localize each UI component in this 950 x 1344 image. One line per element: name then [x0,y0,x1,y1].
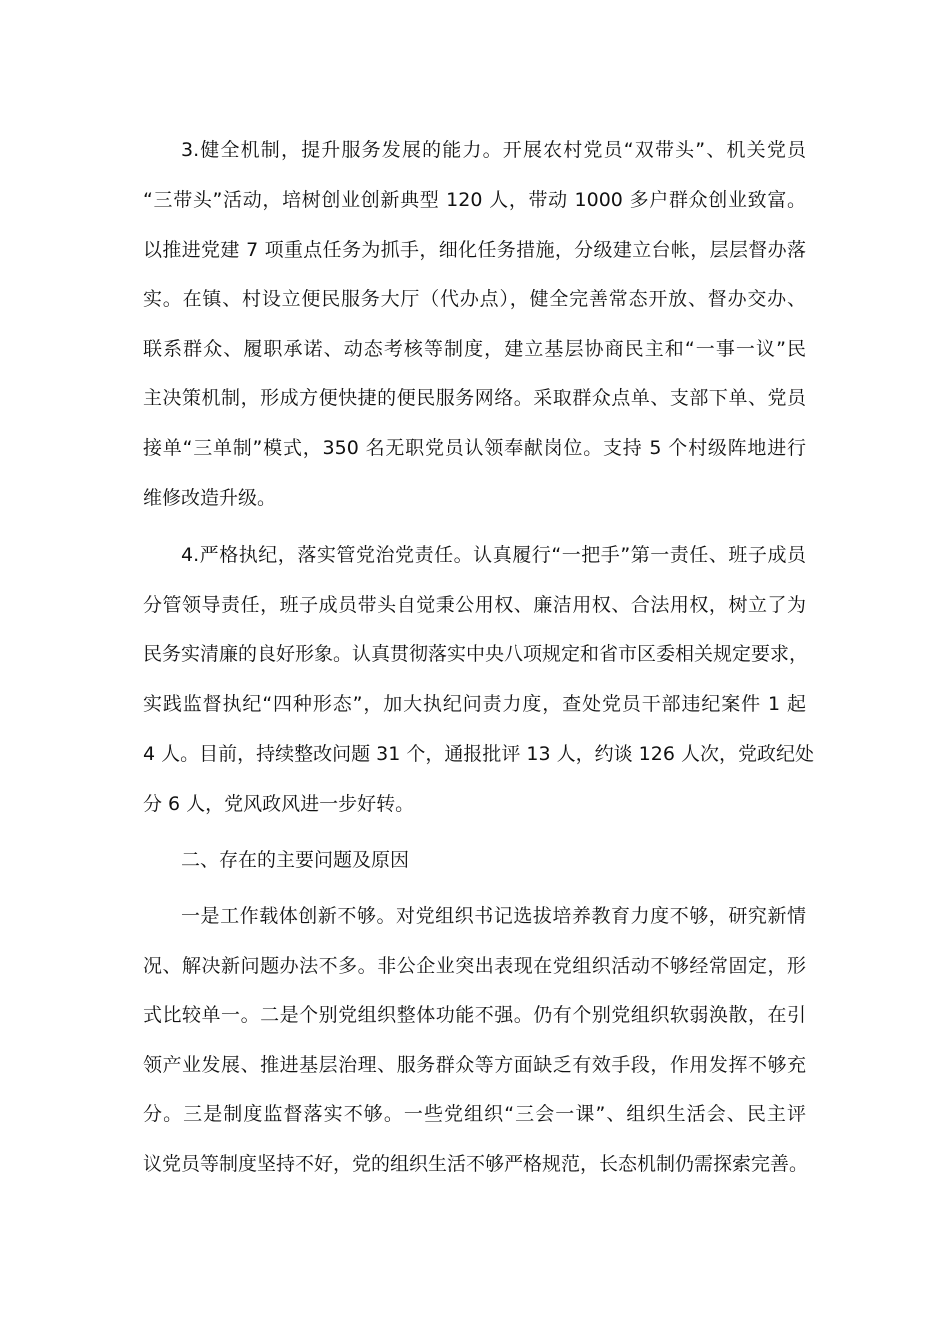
paragraph-1-line-1: 3.健全机制，提升服务发展的能力。开展农村党员“双带头”、机关党员 [181,139,806,161]
paragraph-3-line-6: 议党员等制度坚持不好，党的组织生活不够严格规范，长态机制仍需探索完善。 [143,1153,809,1175]
paragraph-1-line-4: 实。在镇、村设立便民服务大厅（代办点），健全完善常态开放、督办交办、 [143,288,806,310]
paragraph-1-line-3: 以推进党建 7 项重点任务为抓手，细化任务措施，分级建立台帐，层层督办落 [143,239,806,261]
paragraph-1-line-6: 主决策机制，形成方便快捷的便民服务网络。采取群众点单、支部下单、党员 [143,387,806,409]
paragraph-2-line-5: 4 人。目前，持续整改问题 31 个，通报批评 13 人，约谈 126 人次，党政纪处 [143,743,814,765]
paragraph-2-line-4: 实践监督执纪“四种形态”，加大执纪问责力度，查处党员干部违纪案件 1 起 [143,693,806,715]
paragraph-2-line-6: 分 6 人，党风政风进一步好转。 [143,793,415,815]
paragraph-2-line-1: 4.严格执纪，落实管党治党责任。认真履行“一把手”第一责任、班子成员 [181,544,806,566]
paragraph-3-line-4: 领产业发展、推进基层治理、服务群众等方面缺乏有效手段，作用发挥不够充 [143,1054,806,1076]
paragraph-3-line-3: 式比较单一。二是个别党组织整体功能不强。仍有个别党组织软弱涣散，在引 [143,1004,806,1026]
paragraph-1-line-5: 联系群众、履职承诺、动态考核等制度，建立基层协商民主和“一事一议”民 [143,338,806,360]
paragraph-1-line-8: 维修改造升级。 [143,487,277,509]
section-heading: 二、存在的主要问题及原因 [181,849,410,871]
paragraph-1-line-7: 接单“三单制”模式，350 名无职党员认领奉献岗位。支持 5 个村级阵地进行 [143,437,806,459]
paragraph-3-line-2: 况、解决新问题办法不多。非公企业突出表现在党组织活动不够经常固定，形 [143,955,806,977]
paragraph-2-line-2: 分管领导责任，班子成员带头自觉秉公用权、廉洁用权、合法用权，树立了为 [143,594,806,616]
paragraph-2-line-3: 民务实清廉的良好形象。认真贯彻落实中央八项规定和省市区委相关规定要求， [143,643,809,665]
paragraph-3-line-5: 分。三是制度监督落实不够。一些党组织“三会一课”、组织生活会、民主评 [143,1103,806,1125]
paragraph-3-line-1: 一是工作载体创新不够。对党组织书记选拔培养教育力度不够，研究新情 [181,905,806,927]
paragraph-1-line-2: “三带头”活动，培树创业创新典型 120 人，带动 1000 多户群众创业致富。 [143,189,806,211]
